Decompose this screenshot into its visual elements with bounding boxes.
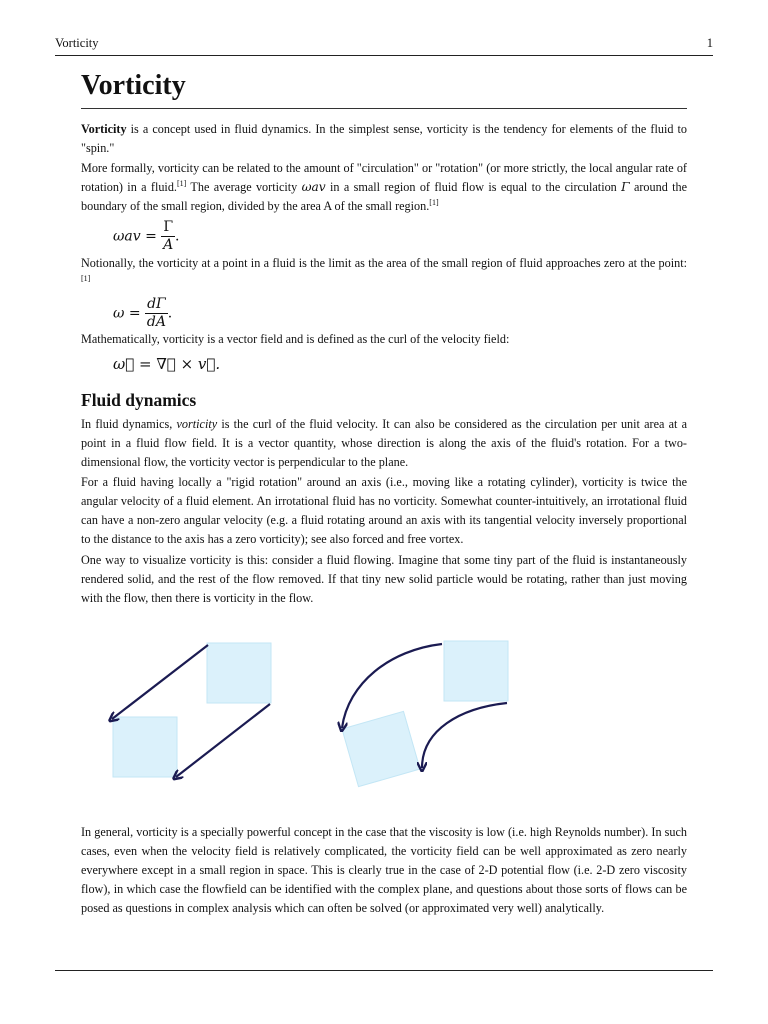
equation-point-vorticity — [113, 296, 172, 331]
section-paragraph-3: One way to visualize vorticity is this: consider a fluid flowing. Imagine that some tiny part of the fluid is instantaneously rendered solid, and the rest of the flow removed. If that tiny new solid particle would be rotating, rather than just moving with the flow, then there is vorticity in the flow. — [81, 553, 687, 605]
intro-p3-text: Notionally, the vorticity at a point in a fluid is the limit as the area of the small region of fluid approaches zero at the point: — [81, 256, 687, 270]
square-original-right — [444, 641, 508, 701]
eq2-period: . — [167, 305, 173, 322]
section-p1-text-a: In fluid dynamics, — [81, 417, 177, 431]
eq2-numerator: dΓ — [147, 296, 166, 312]
page-title: Vorticity — [81, 70, 186, 101]
arrow-rotation-lower — [422, 703, 507, 768]
footer-rule — [55, 970, 713, 971]
intro-paragraph-3 — [81, 254, 687, 292]
eq1-denominator: A — [163, 237, 174, 253]
square-original-left — [207, 643, 271, 703]
section-paragraph-2: For a fluid having locally a "rigid rotation" around an axis (i.e., moving like a rotating cylinder), vorticity is twice the angular velocity of a fluid element. An irrotational fluid has no vorticity. Somewhat counter-intuitively, an irrotational fluid can have a non-zero angular velocity (e.g. a fluid rotating around an axis with its tangential velocity inversely proportional to the distance to the axis has a zero vorticity); see also forced and free vortex. — [81, 475, 687, 546]
intro-p2-text-c: in a small region of fluid flow is equal to the circulation — [325, 180, 622, 194]
intro-paragraph-4: Mathematically, vorticity is a vector field and is defined as the curl of the velocity field: — [81, 332, 510, 346]
title-rule — [81, 108, 687, 109]
citation-3[interactable]: [1] — [81, 274, 91, 283]
equation-curl: ω⃗ = ∇⃗ × v⃗. — [113, 355, 221, 373]
citation-2[interactable]: [1] — [429, 198, 439, 207]
running-header-title: Vorticity — [55, 36, 99, 50]
section-paragraph-1 — [81, 415, 687, 472]
intro-bold-term: Vorticity — [81, 122, 127, 136]
section-p1-text-b: is the curl of the fluid velocity. It can also be considered as the circulation per unit area at a point in a fluid flow field. It is a vector quantity, whose direction is along the axis of the fluid's rotation. For a two-dimensional flow, the vorticity vector is perpendicular to the plane. — [81, 417, 687, 469]
page-number: 1 — [706, 36, 713, 50]
citation-1[interactable]: [1] — [176, 179, 187, 188]
intro-p2-text-b: The average vorticity — [186, 180, 302, 194]
vorticity-illustration — [100, 628, 520, 798]
section-heading-fluid-dynamics: Fluid dynamics — [81, 390, 197, 410]
intro-paragraph-2 — [81, 159, 687, 216]
eq2-lhs: ω = — [113, 305, 141, 322]
square-rotated-right — [342, 711, 420, 786]
eq1-fraction — [161, 219, 175, 254]
arrow-translation-upper — [112, 645, 208, 719]
eq1-lhs: ωav = — [113, 228, 157, 245]
intro-p2-text-a: More formally, vorticity can be related to the amount of "circulation" or "rotation" (or more strictly, the local angular rate of rotation) in a fluid. — [81, 161, 687, 194]
intro-p1-text: is a concept used in fluid dynamics. In the simplest sense, vorticity is the tendency for elements of the fluid to "spin." — [81, 122, 687, 155]
eq2-denominator: dA — [146, 314, 166, 330]
arrow-translation-lower — [176, 704, 270, 777]
section-paragraph-4: In general, vorticity is a specially powerful concept in the case that the viscosity is low (i.e. high Reynolds number). In such cases, even when the velocity field is relatively complicated, the vorticity field can be well approximated as zero nearly everywhere except in a small region in space. This is clearly true in the case of 2-D potential flow (i.e. 2-D zero viscosity flow), in which case the flowfield can be identified with the complex plane, and questions about those sorts of flows can be posed as questions in complex analysis which can often be solved (or approximated very well) analytically. — [81, 825, 687, 915]
gamma-symbol: Γ — [621, 180, 630, 194]
intro-p2-text-d: around the boundary of the small region, divided by the area A of the small region. — [81, 180, 688, 213]
intro-paragraph-1 — [81, 120, 687, 158]
omega-av-symbol: ωav — [301, 180, 326, 194]
square-translated-left — [113, 717, 177, 777]
section-p1-emphasis: vorticity — [176, 417, 218, 431]
header-rule — [55, 55, 713, 56]
equation-average-vorticity — [113, 219, 179, 254]
eq1-period: . — [175, 228, 180, 245]
eq2-fraction — [145, 296, 168, 331]
eq1-numerator: Γ — [163, 219, 174, 235]
